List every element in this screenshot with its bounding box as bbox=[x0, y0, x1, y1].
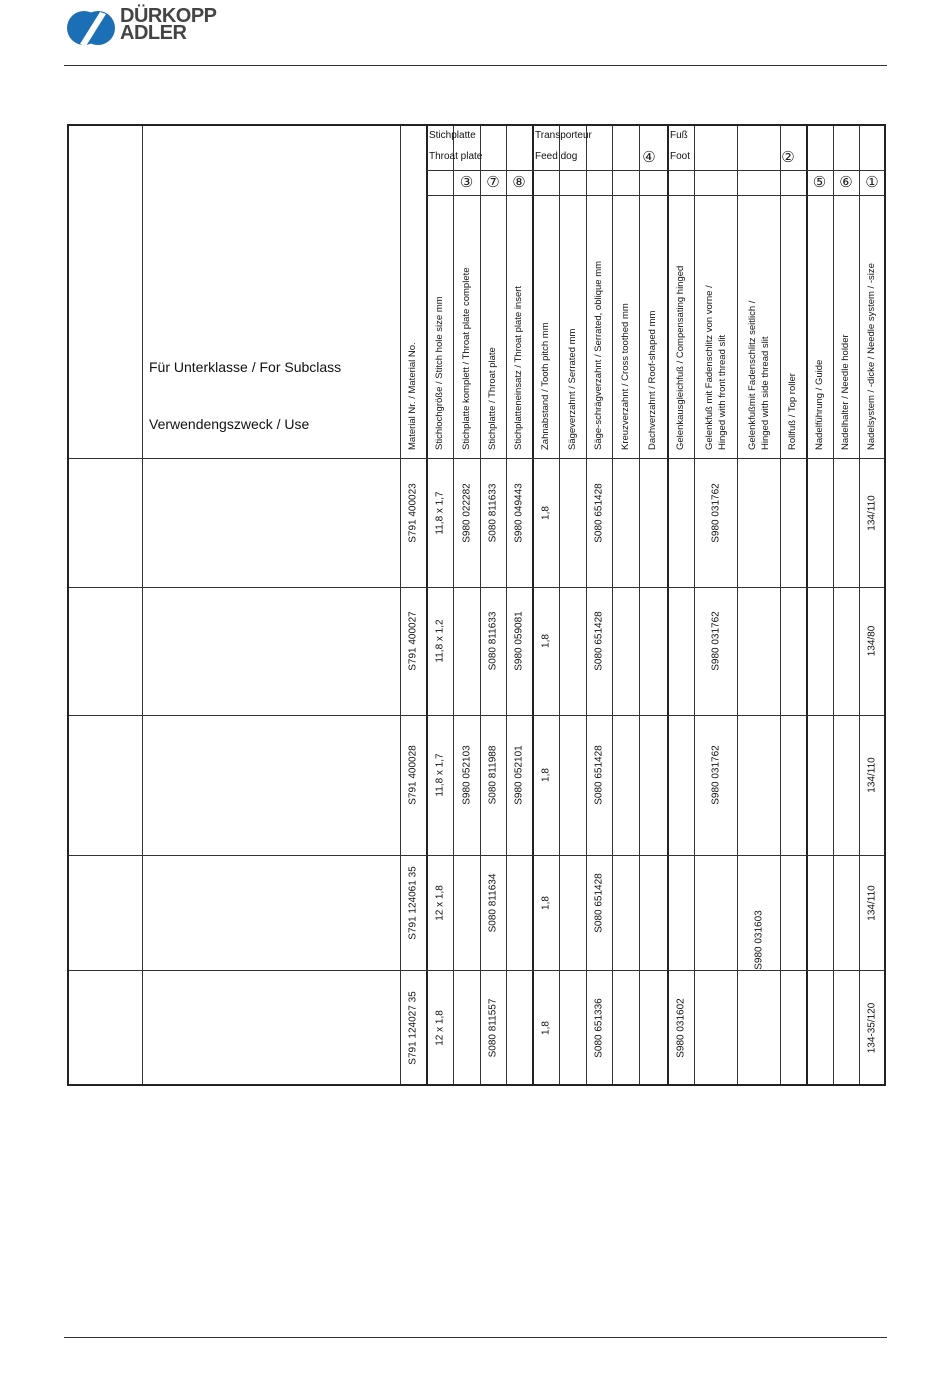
marker-needle_holder: ⑥ bbox=[839, 173, 853, 191]
column-divider bbox=[612, 126, 613, 1084]
table-cell-tp_insert: S980 059081 bbox=[513, 611, 525, 671]
table-cell-serrated_oblique: S080 651428 bbox=[593, 872, 605, 933]
marker-tp_insert: ⑧ bbox=[512, 173, 526, 191]
header-guide-text: Nadelführung / Guide bbox=[813, 359, 825, 450]
header-stitch_hole-text: Stichlochgröße / Stitch hole size mm bbox=[433, 296, 445, 450]
table-cell-serrated_oblique: S080 651428 bbox=[593, 745, 605, 805]
group-foot-line2: Foot bbox=[670, 151, 691, 162]
table-cell-stitch_hole: 12 x 1,8 bbox=[434, 884, 445, 921]
header-comp_hinged-text: Gelenkausgleichfuß / Compensating hinged bbox=[674, 265, 686, 450]
marker-guide: ⑤ bbox=[812, 173, 827, 191]
table-cell-hinged_front: S980 031762 bbox=[710, 482, 721, 543]
header-roof_shaped-text: Dachverzahnt / Roof-shaped mm bbox=[647, 310, 658, 450]
table-cell-tp: S080 811988 bbox=[487, 745, 499, 805]
brand-name bbox=[120, 5, 217, 44]
table-cell-tooth_pitch: 1,8 bbox=[540, 634, 551, 648]
header-tp bbox=[486, 347, 499, 450]
header-serrated_oblique-text: Säge-schrägverzahnt / Serrated, oblique mm bbox=[593, 260, 604, 450]
row-divider bbox=[69, 715, 884, 716]
table-cell-serrated_oblique: S080 651428 bbox=[593, 611, 605, 671]
table-cell-needle_system: 134-35/120 bbox=[866, 1002, 878, 1054]
table-cell-tp: S080 811634 bbox=[487, 873, 499, 932]
header-tp_insert-text: Stichplatteneinsatz / Throat plate insert bbox=[513, 285, 524, 450]
column-divider bbox=[480, 126, 481, 1084]
row-divider bbox=[69, 855, 884, 856]
duerkopp-adler-logo-icon bbox=[64, 8, 118, 48]
marker-needle_system: ① bbox=[865, 173, 879, 191]
header-tooth_pitch-text: Zahnabstand / Tooth pitch mm bbox=[539, 322, 551, 450]
column-divider bbox=[737, 126, 738, 1084]
marker-tp_complete: ③ bbox=[459, 173, 474, 191]
marker-row-divider bbox=[426, 195, 885, 196]
table-cell-tp_complete: S980 052103 bbox=[461, 745, 472, 805]
header-tp_insert bbox=[512, 286, 525, 450]
column-divider bbox=[859, 126, 860, 1084]
group-feed_dog-line2: Feed dog bbox=[535, 151, 578, 162]
header-tp-text: Stichplatte / Throat plate bbox=[487, 347, 498, 450]
header-material-text: Material Nr. / Material No. bbox=[407, 342, 418, 450]
group-throat_plate-line2: Throat plate bbox=[429, 151, 483, 162]
table-cell-hinged_front: S980 031762 bbox=[710, 611, 721, 671]
table-cell-needle_system: 134/80 bbox=[866, 625, 878, 657]
table-cell-material: S791 124061 35 bbox=[407, 865, 419, 940]
group-foot-line1: Fuß bbox=[670, 130, 688, 141]
brand-line-1: DÜRKOPP bbox=[120, 5, 217, 27]
table-cell-needle_system: 134/110 bbox=[866, 884, 878, 921]
header-serrated-text: Sägeverzahnt / Serrated mm bbox=[566, 328, 578, 450]
table-cell-tp: S080 811633 bbox=[487, 611, 499, 671]
group-feed_dog-marker: ④ bbox=[642, 148, 656, 166]
header-cross_toothed bbox=[619, 303, 632, 450]
table-cell-stitch_hole: 11,8 x 1,7 bbox=[434, 490, 445, 535]
column-divider bbox=[639, 126, 640, 1084]
subclass-label: Für Unterklasse / For Subclass bbox=[149, 359, 342, 375]
table-cell-serrated_oblique: S080 651428 bbox=[593, 482, 605, 543]
column-divider bbox=[780, 126, 781, 1084]
table-cell-hinged_front: S980 031762 bbox=[710, 745, 721, 805]
header-serrated_oblique bbox=[592, 261, 605, 450]
header-material bbox=[406, 342, 419, 450]
table-cell-stitch_hole: 11,8 x 1,2 bbox=[434, 619, 445, 663]
column-divider bbox=[453, 126, 454, 1084]
column-divider bbox=[532, 126, 534, 1084]
table-cell-hinged_side: S980 031603 bbox=[753, 910, 764, 970]
header-hinged_front-text-2: Hinged with front thread slit bbox=[716, 334, 728, 450]
header-tooth_pitch bbox=[539, 322, 552, 450]
table-cell-tp_insert: S980 052101 bbox=[513, 745, 525, 805]
table-cell-material: S791 124027 35 bbox=[407, 991, 419, 1065]
table-cell-tooth_pitch: 1,8 bbox=[540, 768, 551, 782]
header-rule bbox=[64, 65, 887, 66]
header-needle_holder bbox=[839, 334, 852, 450]
row-divider bbox=[69, 587, 884, 588]
header-needle_system-text: Nadelsystem / -dicke / Needle system / -size bbox=[866, 263, 877, 450]
column-divider bbox=[142, 126, 143, 1084]
column-divider bbox=[559, 126, 560, 1084]
duerkopp-adler-logo bbox=[64, 5, 244, 50]
table-cell-stitch_hole: 11,8 x 1,7 bbox=[434, 753, 445, 797]
header-top_roller bbox=[786, 373, 799, 450]
header-serrated bbox=[566, 329, 579, 450]
header-hinged_front-text: Gelenkfuß mit Fadenschlitz von vorne / bbox=[703, 285, 715, 450]
header-hinged_front bbox=[703, 285, 729, 450]
header-needle_holder-text: Nadelhalter / Needle holder bbox=[840, 334, 851, 450]
table-cell-material: S791 400027 bbox=[407, 611, 419, 671]
header-tp_complete bbox=[460, 267, 473, 450]
brand-line-2: ADLER bbox=[120, 22, 187, 44]
header-top_roller-text: Rollfuß / Top roller bbox=[787, 373, 798, 450]
table-cell-tooth_pitch: 1,8 bbox=[540, 1021, 551, 1035]
table-cell-material: S791 400028 bbox=[407, 745, 419, 805]
group-header-divider bbox=[426, 170, 885, 171]
header-stitch_hole bbox=[433, 296, 446, 450]
group-throat_plate-line1: Stichplatte bbox=[429, 130, 476, 141]
header-hinged_side-text-2: Hinged with side thread slit bbox=[759, 336, 771, 450]
group-feed_dog-line1: Transporteur bbox=[535, 130, 592, 141]
table-cell-tp: S080 811557 bbox=[487, 998, 499, 1058]
column-divider bbox=[586, 126, 587, 1084]
column-divider bbox=[667, 126, 669, 1084]
table-cell-tooth_pitch: 1,8 bbox=[540, 895, 551, 910]
table-cell-serrated_oblique: S080 651336 bbox=[593, 998, 605, 1058]
parts-table bbox=[67, 124, 886, 1086]
table-cell-material: S791 400023 bbox=[407, 482, 419, 543]
header-roof_shaped bbox=[646, 311, 659, 450]
table-cell-comp_hinged: S980 031602 bbox=[675, 998, 686, 1058]
header-guide bbox=[813, 360, 826, 450]
table-cell-tp: S080 811633 bbox=[487, 483, 499, 542]
table-cell-needle_system: 134/110 bbox=[866, 494, 878, 531]
column-divider bbox=[506, 126, 507, 1084]
row-divider bbox=[69, 970, 884, 971]
marker-tp: ⑦ bbox=[486, 173, 500, 191]
header-cross_toothed-text: Kreuzverzahnt / Cross toothed mm bbox=[619, 303, 631, 450]
column-divider bbox=[806, 126, 808, 1084]
header-hinged_side-text: Gelenkfußmit Fadenschlitz seitlich / bbox=[746, 300, 758, 450]
table-cell-tp_complete: S980 022282 bbox=[461, 482, 472, 543]
row-divider bbox=[69, 458, 884, 459]
column-divider bbox=[426, 126, 428, 1084]
column-divider bbox=[400, 126, 401, 1084]
group-foot-marker: ② bbox=[781, 148, 795, 166]
header-hinged_side bbox=[746, 301, 772, 450]
table-cell-stitch_hole: 12 x 1,8 bbox=[434, 1010, 445, 1046]
header-needle_system bbox=[865, 263, 878, 450]
column-divider bbox=[694, 126, 695, 1084]
table-cell-tp_insert: S980 049443 bbox=[513, 482, 525, 543]
column-divider bbox=[833, 126, 834, 1084]
table-cell-needle_system: 134/110 bbox=[866, 757, 878, 793]
header-tp_complete-text: Stichplatte komplett / Throat plate complete bbox=[460, 267, 472, 450]
footer-rule bbox=[64, 1337, 887, 1338]
header-comp_hinged bbox=[674, 266, 687, 450]
table-cell-tooth_pitch: 1,8 bbox=[540, 505, 551, 520]
use-label: Verwendengszweck / Use bbox=[149, 416, 310, 432]
